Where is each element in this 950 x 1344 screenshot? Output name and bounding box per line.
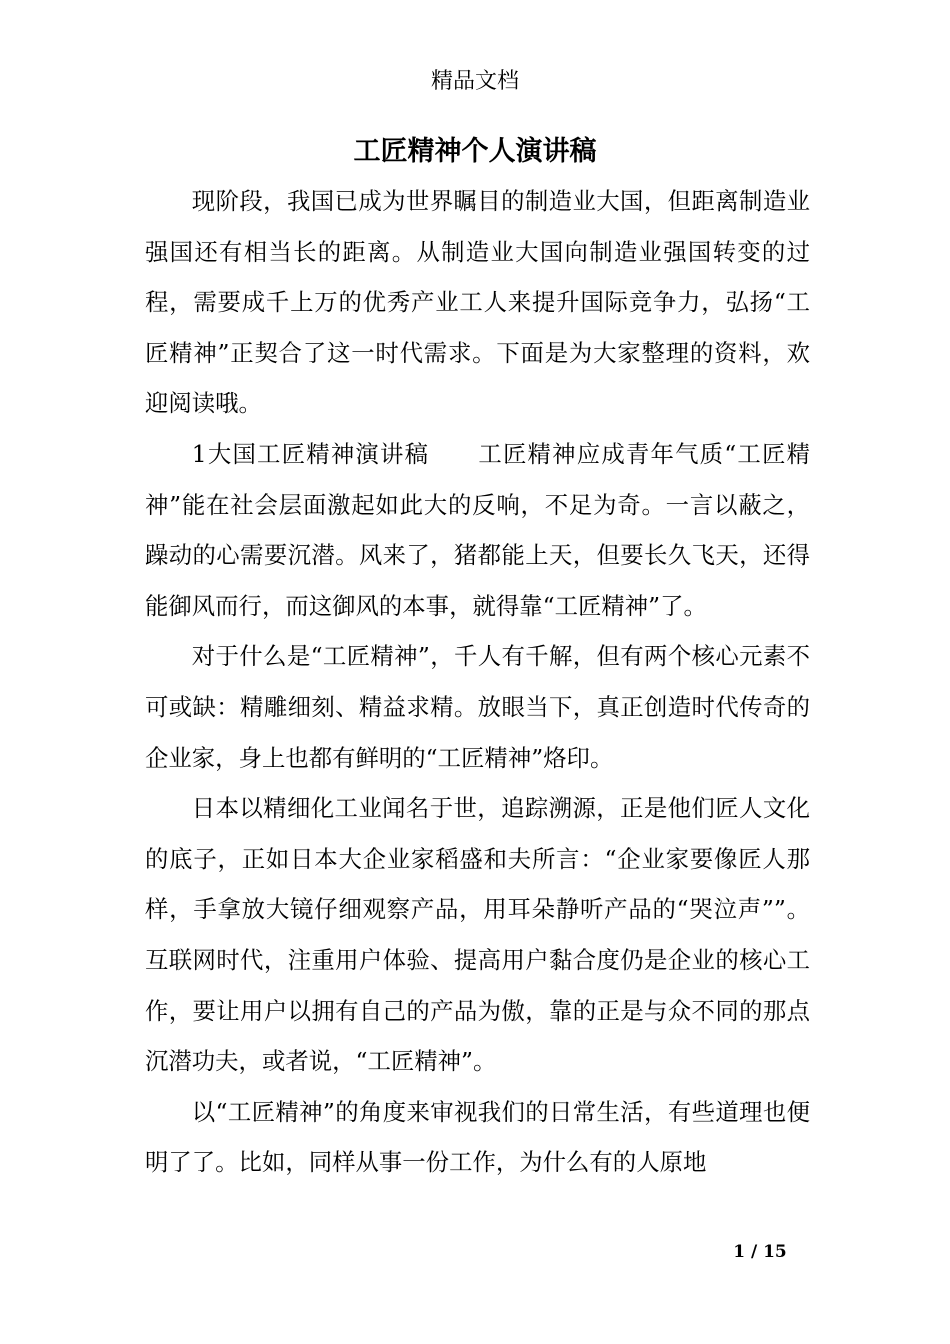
document-body bbox=[145, 176, 810, 1188]
paragraph: 1大国工匠精神演讲稿 工匠精神应成青年气质“工匠精神”能在社会层面激起如此大的反响，不足为奇。一言以蔽之，躁动的心需要沉潜。风来了，猪都能上天，但要长久飞天，还得能御风而行，而这御风的本事，就得靠“工匠精神”了。 bbox=[145, 439, 810, 620]
page-number: 1 / 15 bbox=[733, 1242, 787, 1262]
paragraph: 以“工匠精神”的角度来审视我们的日常生活，有些道理也便明了了。比如，同样从事一份工作，为什么有的人原地 bbox=[145, 1097, 810, 1177]
page-header: 精品文档 bbox=[430, 69, 519, 94]
document-title: 工匠精神个人演讲稿 bbox=[353, 136, 597, 167]
paragraph: 日本以精细化工业闻名于世，追踪溯源，正是他们匠人文化的底子，正如日本大企业家稻盛和夫所言：“企业家要像匠人那样，手拿放大镜仔细观察产品，用耳朵静听产品的“哭泣声””。互联网时代，注重用户体验、提高用户黏合度仍是企业的核心工作，要让用户以拥有自己的产品为傲，靠的正是与众不同的那点沉潜功夫，或者说，“工匠精神”。 bbox=[145, 794, 810, 1076]
paragraph: 对于什么是“工匠精神”，千人有千解，但有两个核心元素不可或缺：精雕细刻、精益求精。放眼当下，真正创造时代传奇的企业家，身上也都有鲜明的“工匠精神”烙印。 bbox=[145, 642, 810, 772]
paragraph: 现阶段，我国已成为世界瞩目的制造业大国，但距离制造业强国还有相当长的距离。从制造业大国向制造业强国转变的过程，需要成千上万的优秀产业工人来提升国际竞争力，弘扬“工匠精神”正契合了这一时代需求。下面是为大家整理的资料，欢迎阅读哦。 bbox=[145, 187, 810, 418]
